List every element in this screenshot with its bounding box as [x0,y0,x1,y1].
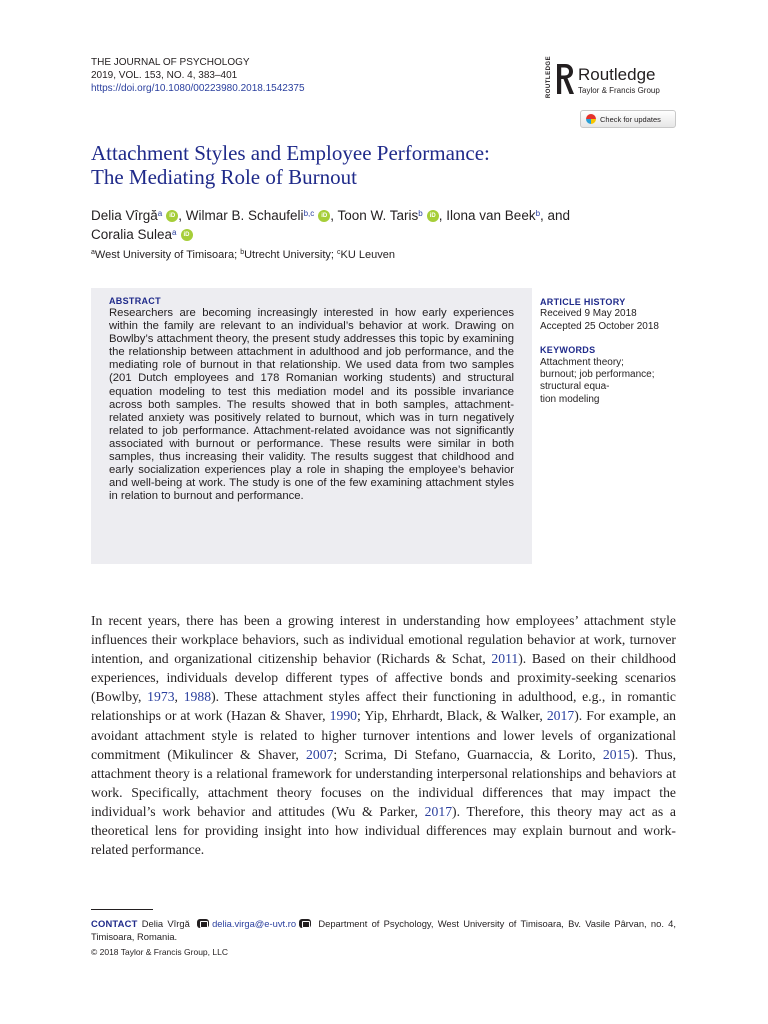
citation-link[interactable]: 2011 [491,651,519,667]
citation-link[interactable]: 2017 [546,708,575,724]
email-icon [197,919,209,928]
keywords-heading: KEYWORDS [540,345,596,356]
orcid-icon[interactable]: iD [166,210,178,222]
abstract-text: Researchers are becoming increasingly interested in how early experiences within the family are relevant to an individual’s behavior at work. Drawing on Bowlby’s attachment theory, the present study addresses this topic by examining the relationship between attachment in adulthood and job performance, and the mediating role of burnout in that relationship. We used data from two samples (201 Dutch employees and 178 Romanian working students) and structural equation modeling to test this mediation model and its possible invariance across both samples. The results showed that in both samples, attachment-related anxiety was positively related to burnout, which was in turn negatively related to job performance. Attachment-related avoidance was not significantly associated with burnout or performance. These results were similar in both samples, thus increasing their validity. The results suggest that childhood and early socialization experiences play a role in shaping the employee’s behavior and well-being at work. The study is one of the few examining attachment styles in relation to burnout and performance. [109,307,514,503]
citation-link[interactable]: 2015 [602,746,631,762]
citation-link[interactable]: 1988 [183,689,212,705]
citation-link[interactable]: 2007 [306,746,334,762]
author-affil-sup: a [172,228,177,237]
orcid-icon[interactable]: iD [181,229,193,241]
footnote-divider [91,909,153,910]
orcid-icon[interactable]: iD [318,210,330,222]
check-updates-label: Check for updates [600,114,661,124]
publisher-name: Routledge [578,65,656,84]
citation-link[interactable]: 1990 [329,708,358,724]
keyword-line: Attachment theory; [540,356,624,368]
keyword-line: structural equa- [540,381,610,393]
contact-label: CONTACT [91,918,138,929]
article-history-heading: ARTICLE HISTORY [540,297,626,307]
crossmark-icon [586,114,596,124]
author-affil-sup: b [535,209,541,218]
routledge-spine: ROUTLEDGE [546,55,553,99]
keyword-line: tion modeling [540,393,600,405]
abstract-box [91,288,532,564]
author-list: Delia Vîrgă$^a$ iD , Wilmar B. Schaufeli$^{b,c}$ iD , Toon W. Taris$^b$ iD , Ilona van Beek$^b$, and Coralia Sulea$^a$ iD [91,208,571,242]
affiliations: $^a$West University of Timisoara; $^b$Utrecht University; $^c$KU Leuven [91,249,395,261]
article-title: Attachment Styles and Employee Performance: The Mediating Role of Burnout [91,141,490,189]
author-affil-sup: a [157,209,163,218]
author-name[interactable]: Ilona van Beek [446,208,536,223]
author-name[interactable]: Delia Vîrgă [91,208,158,223]
copyright: © 2018 Taylor & Francis Group, LLC [91,947,228,957]
author-affil-sup: b [418,209,423,218]
publisher-group: Taylor & Francis Group [578,86,660,95]
contact-address: Department of Psychology, West University of Timisoara, Bv. Vasile Pârvan, no. 4, Timisoara, Romania. [91,918,676,943]
accepted-date: Accepted 25 October 2018 [540,320,659,332]
journal-meta [91,56,305,95]
journal-name: THE JOURNAL OF PSYCHOLOGY [91,57,250,68]
contact-footnote [91,917,676,944]
author-affil-sup: b,c [303,209,315,218]
contact-email-link[interactable]: delia.virga@e-uvt.ro [212,918,297,929]
body-paragraph: In recent years, there has been a growing interest in understanding how employees’ attachment style influences their workplace behaviors, such as individual emotional regulation behavior at work, turnover intention, and organizational citizenship behavior (Richards & Schat, 2011). Based on their childhood experiences, individuals develop different types of affective bonds and proximity-seeking scenarios (Bowlby, 1973, 1988). These attachment styles affect their functioning in adulthood, e.g., in romantic relationships or at work (Hazan & Shaver, 1990; Yip, Ehrhardt, Black, & Walker, 2017). For example, an avoidant attachment style is related to higher turnover intentions and lower levels of organizational commitment (Mikulincer & Shaver, 2007; Scrima, Di Stefano, Guarnaccia, & Lorito, 2015). Thus, attachment theory is a relational framework for understanding interpersonal relationships and behaviors at work. Specifically, attachment theory focuses on the individual differences that may impact the individual’s work behavior and attitudes (Wu & Parker, 2017). Therefore, this theory may act as a theoretical lens for providing insight into how individual differences may explain burnout and work-related performance. [91,613,677,858]
routledge-r-icon [554,62,576,96]
received-date: Received 9 May 2018 [540,308,637,320]
keyword-line: burnout; job performance; [540,369,655,381]
article-sidebar [540,296,680,406]
publisher-logo [540,55,680,100]
address-icon [299,919,311,928]
author-name[interactable]: Toon W. Taris [337,208,419,223]
author-name[interactable]: Wilmar B. Schaufeli [185,208,304,223]
abstract-heading: ABSTRACT [109,296,161,306]
doi-link[interactable]: https://doi.org/10.1080/00223980.2018.1542375 [91,83,305,94]
orcid-icon[interactable]: iD [427,210,439,222]
citation-link[interactable]: 1973 [147,689,175,705]
author-name[interactable]: Coralia Sulea [91,227,173,242]
journal-volume: 2019, VOL. 153, NO. 4, 383–401 [91,70,238,81]
contact-name: Delia Vîrgă [137,918,195,929]
check-updates-button[interactable] [580,110,676,128]
citation-link[interactable]: 2017 [424,803,453,819]
